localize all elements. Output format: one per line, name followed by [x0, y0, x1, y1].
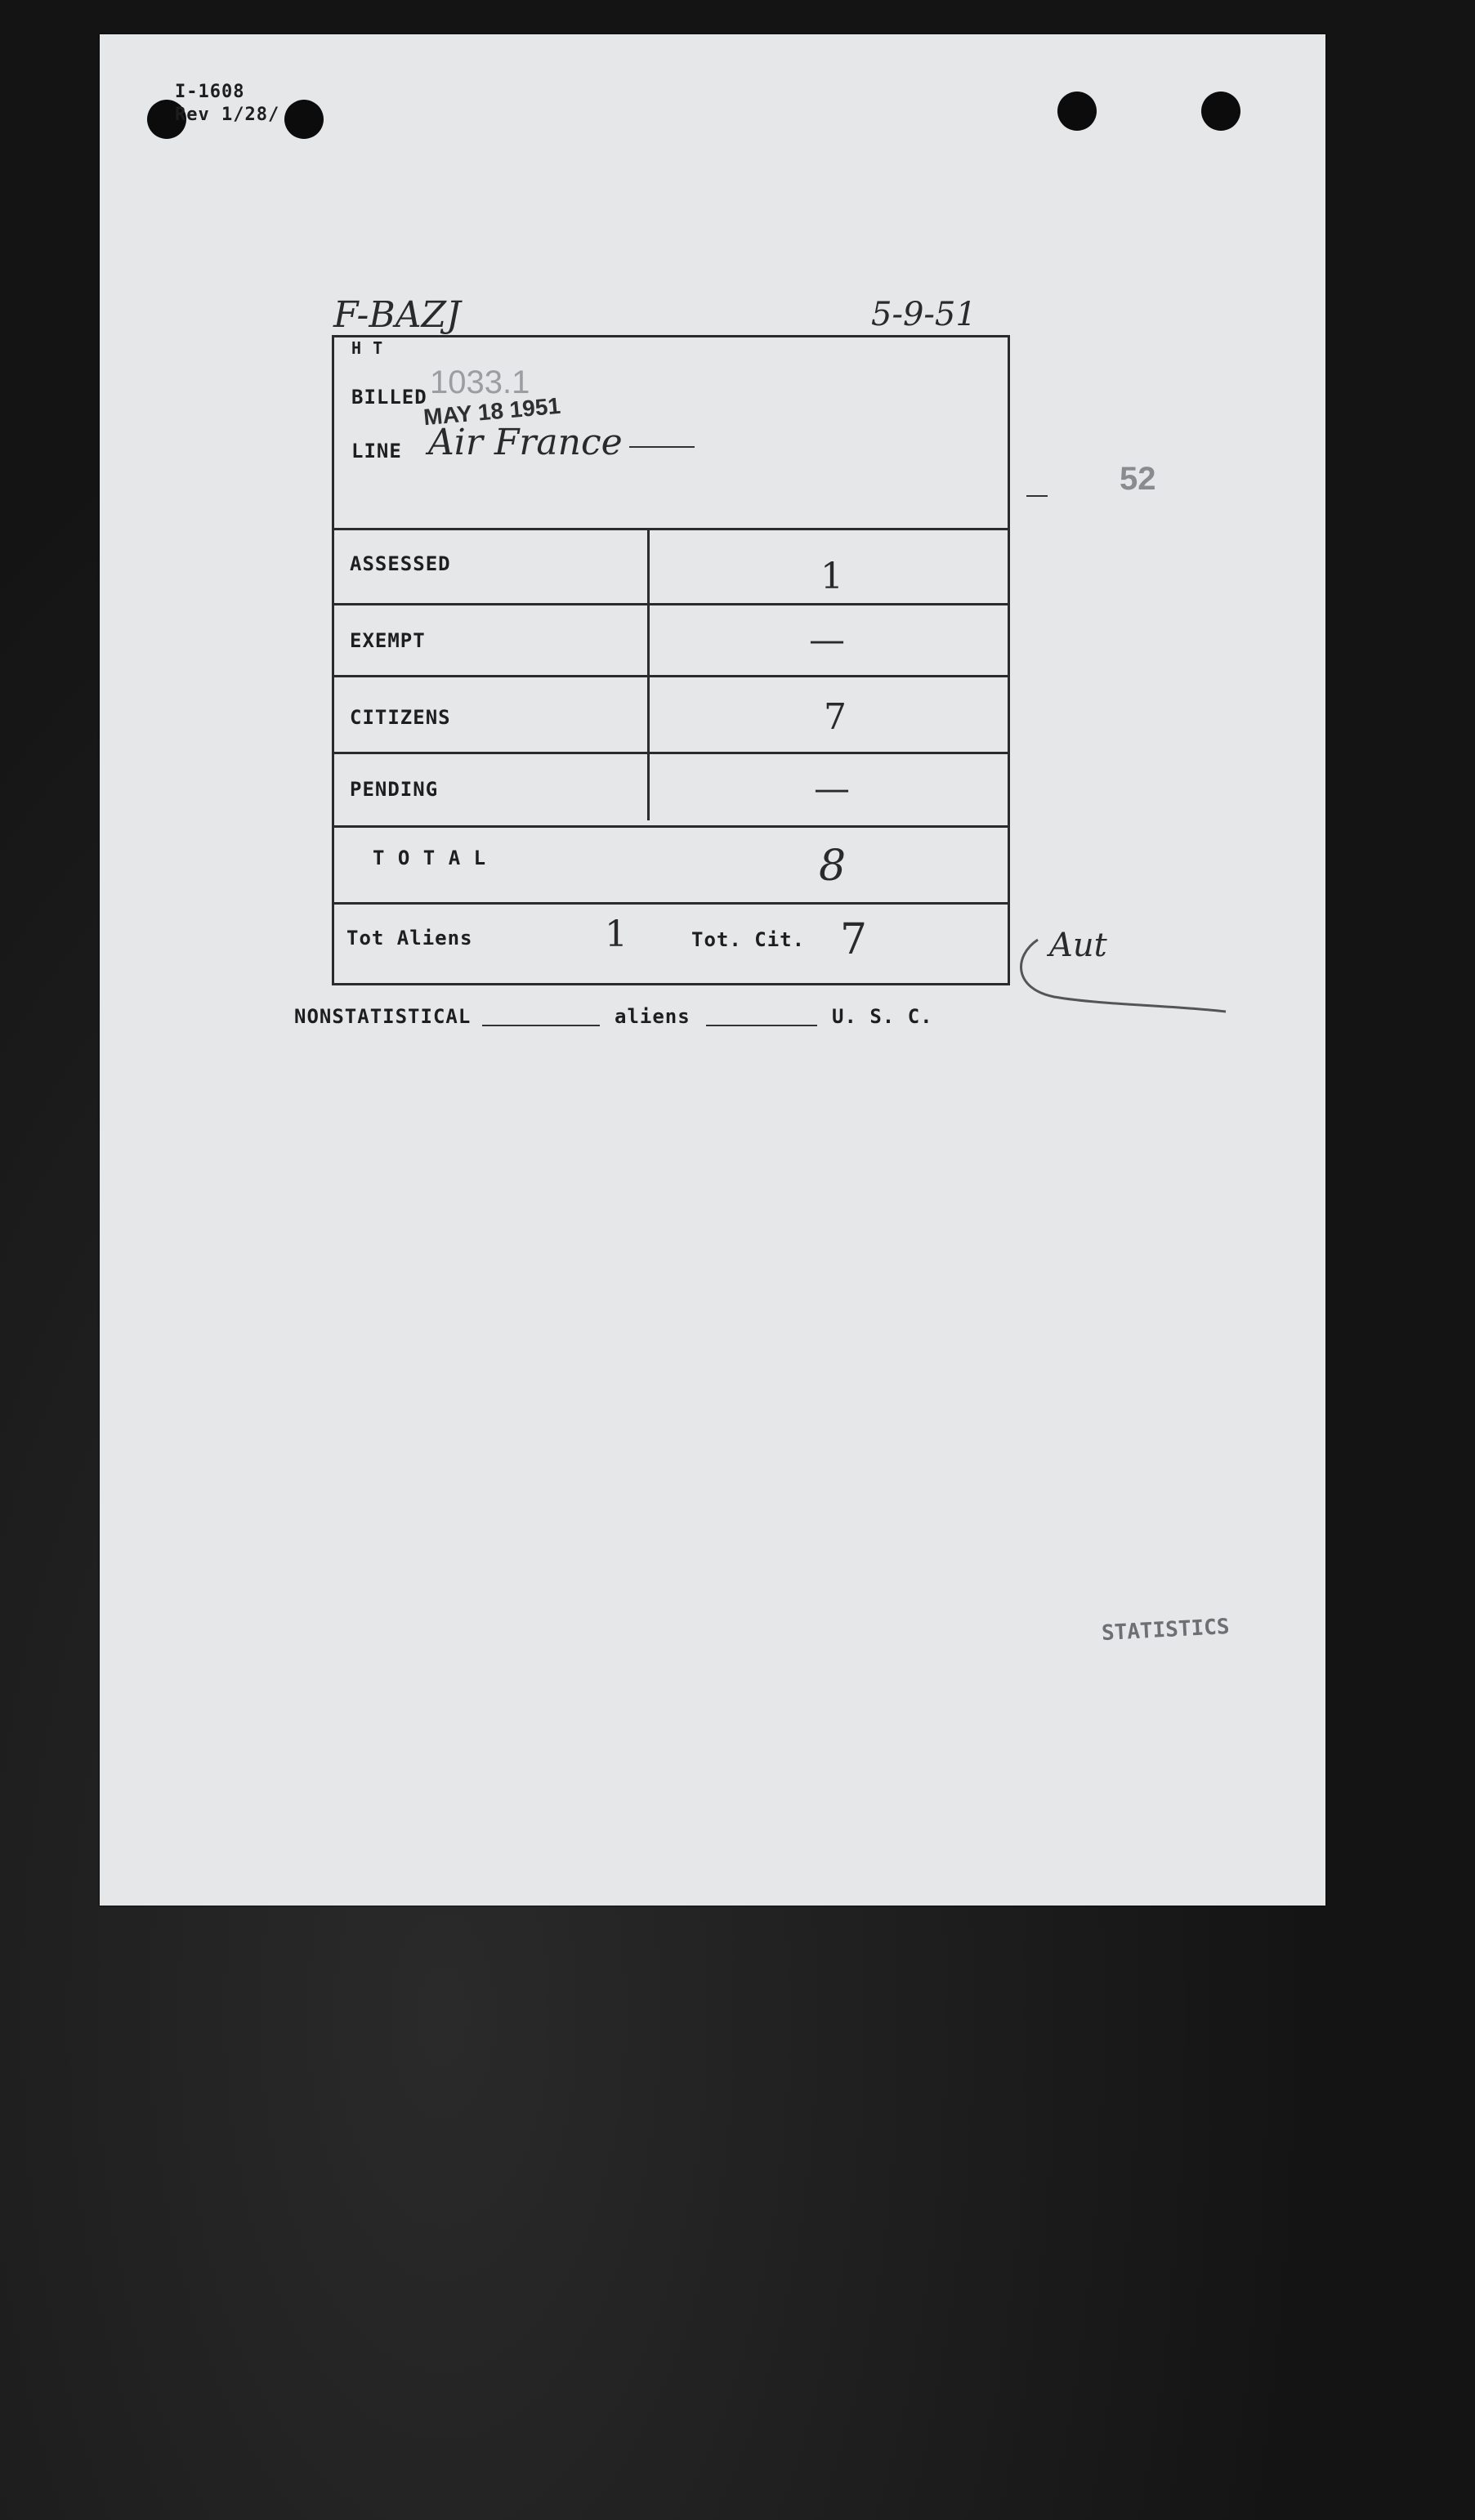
- aliens-label: aliens: [615, 1005, 691, 1028]
- assessed-value: 1: [820, 556, 843, 597]
- initials: Aut: [1049, 927, 1107, 964]
- tot-cit-value: 7: [840, 915, 868, 964]
- total-value: 8: [819, 842, 847, 891]
- line-value: Air France: [428, 422, 623, 463]
- form-divider-total: [333, 902, 1008, 905]
- form-divider-2: [333, 675, 1008, 677]
- tot-cit-label: Tot. Cit.: [691, 928, 806, 951]
- tot-aliens-label: Tot Aliens: [346, 927, 473, 949]
- nonstatistical-label: NONSTATISTICAL: [294, 1005, 472, 1028]
- usc-label: U. S. C.: [832, 1005, 933, 1028]
- billed-number-stamp: 1033.1: [430, 364, 530, 400]
- exempt-value: —: [809, 619, 845, 661]
- initials-loop-mark: [1005, 923, 1234, 1013]
- statistics-stamp: STATISTICS: [1101, 1614, 1231, 1646]
- pending-value: —: [814, 768, 850, 810]
- citizens-value: 7: [824, 696, 847, 738]
- form-divider-3: [333, 752, 1008, 754]
- margin-dash: [1026, 495, 1048, 497]
- form-divider-1: [333, 603, 1008, 605]
- page-number: 52: [1120, 461, 1156, 497]
- pending-label: PENDING: [350, 778, 439, 801]
- form-number: I-1608: [175, 82, 245, 102]
- flight-date: 5-9-51: [871, 296, 977, 333]
- tot-aliens-value: 1: [605, 914, 628, 955]
- form-revision: Rev 1/28/: [175, 105, 280, 125]
- total-label: T O T A L: [373, 847, 487, 869]
- line-value-underscore: [629, 446, 695, 448]
- assessed-label: ASSESSED: [350, 552, 451, 575]
- punch-hole-left-2: [284, 100, 324, 139]
- billed-date-stamp: MAY 18 1951: [422, 392, 562, 431]
- aliens-blank: [706, 1025, 817, 1026]
- punch-hole-right-2: [1201, 92, 1240, 131]
- exempt-label: EXEMPT: [350, 629, 426, 652]
- aircraft-registration: F-BAZJ: [333, 294, 461, 336]
- line-label: LINE: [351, 440, 402, 462]
- citizens-label: CITIZENS: [350, 706, 451, 729]
- form-divider-header: [333, 528, 1008, 530]
- ht-label: H T: [351, 338, 384, 358]
- form-divider-4: [333, 825, 1008, 828]
- nonstatistical-blank: [482, 1025, 600, 1026]
- punch-hole-right-1: [1057, 92, 1097, 131]
- billed-label: BILLED: [351, 386, 427, 409]
- form-column-divider: [647, 529, 650, 820]
